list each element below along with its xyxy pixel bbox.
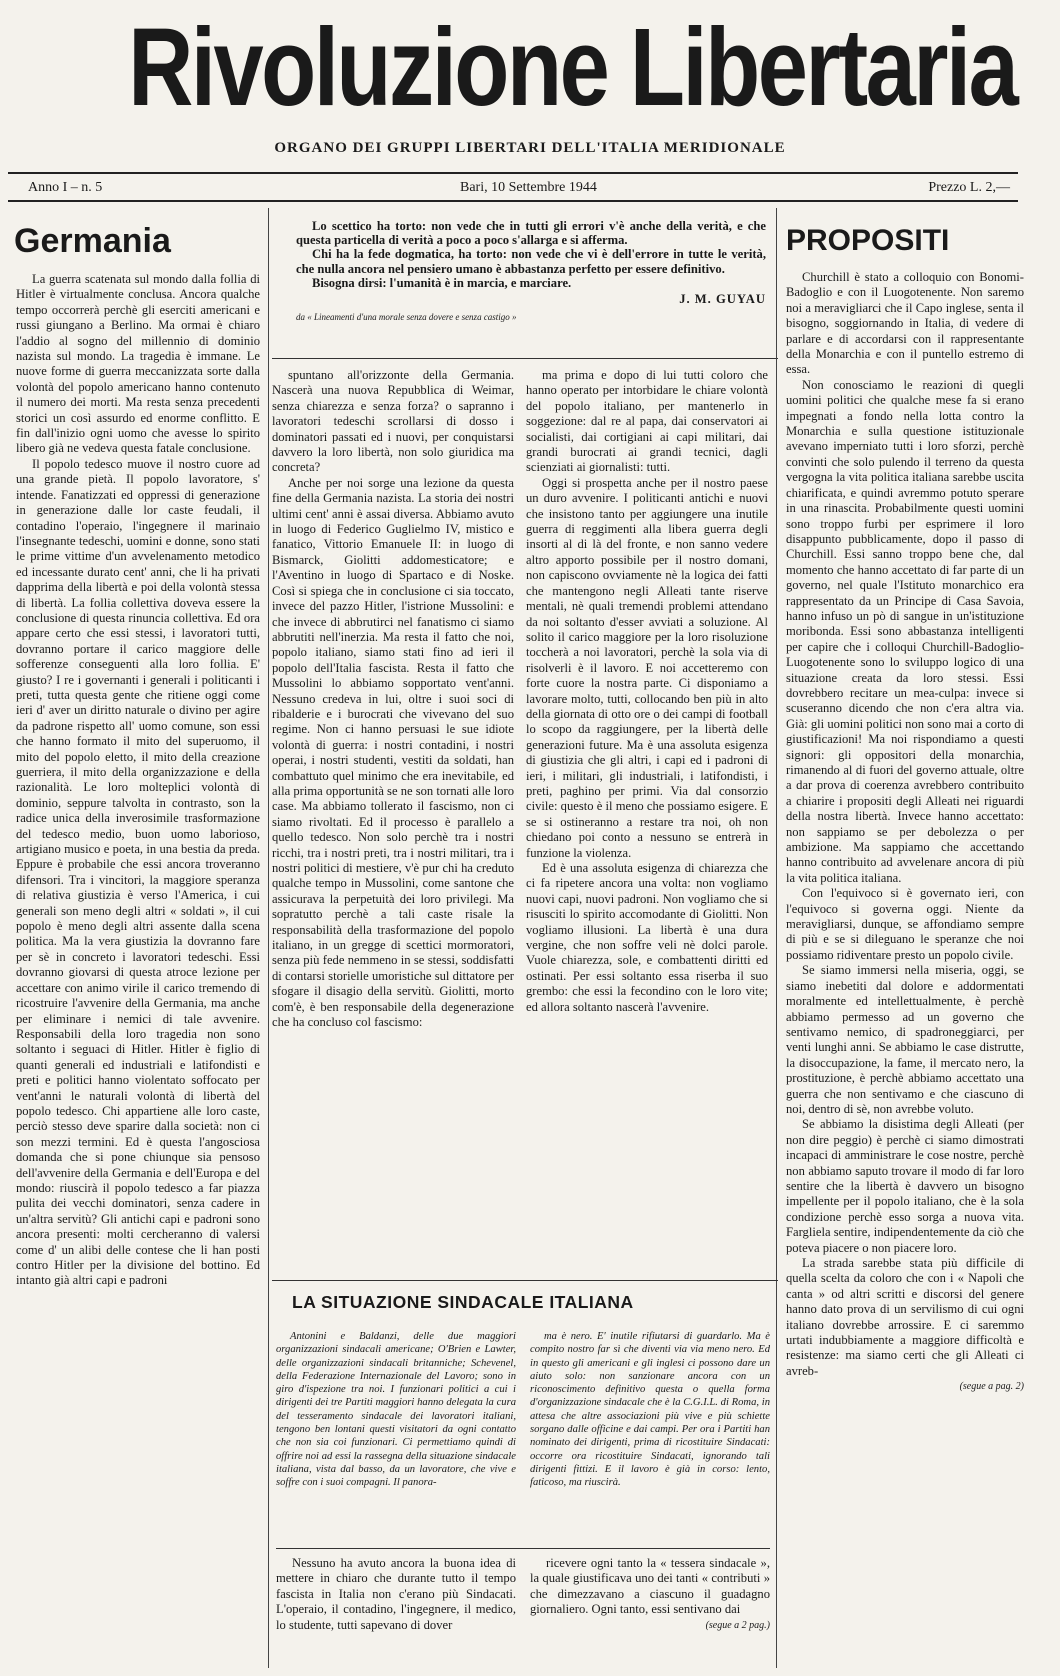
germania-col1-paragraph: Il popolo tedesco muove il nostro cuore ad una grande pietà. Il popolo lavoratore, s' intende. Fanatizzati ed oppressi di generazione in generazione dalle lor caste feudali, il contadino l'operaio, l'ingegnere il marinaio l'insegnante tedeschi, uomini e donne, sono stati le prime vittime d'un avvelenamento metodico ed incessante durato cent' anni, che li ha privati dapprima della libertà e poi della volontà stessa di libertà. La follia collettiva doveva essere la conclusione di questa rinuncia collettiva. Ed ora appare certo che essi stessi, i lavoratori tutti, dovranno portare il carico maggiore delle sofferenze conseguenti alla loro follia. E' giusto? I re i governanti i generali i politicanti i preti, tutta questa gente che ritiene oggi come ieri d' aver un diritto naturale o divino per agire da padrone rispetto all' uomo comune, son essi che hanno formato il mito del superuomo, il mito del popolo eletto, il mito della creazione guerriera, il mito della organizzazione e della razionalità. Le loro molteplici volontà di dominio, seppure talvolta in contrasto, son la radice unica della inverosimile trasformazione del tedesco medio, buon uomo laborioso, artigiano musico e poeta, in una bestia da preda. Eppure è probabile che essi ancora troveranno difensori. Tra i vincitori, la maggiore speranza di relativa giustizia è verso l'America, i cui generali son meno degli altri « soldati », il cui popolo è meno degli altri assente dalla scena politica. Ma la vera giustizia la dovranno fare per sè in concreto i lavoratori tedeschi. Essi dovranno giovarsi di questa atroce lezione per accettare con animo virile il carico tremendo di ricostruire l'avvenire della Germania, ma anche per eliminare i nemici di tale avvenire. Responsabili della loro tragedia non sono soltanto i seguaci di Hitler. Hitler è figlio di quanti generali ed industriali e latifondisti e preti e politici hanno violentato soffocato per vent'anni le naturali volontà di libertà del popolo tedesco. Chi appartiene alle loro caste, perciò stesso deve sparire dalla società: non ci son mezzi termini. Ed è questa l'angosciosa domanda che si pone chiunque sia pensoso dell'avvenire della Germania e dell'Europa e del mondo: riuscirà il popolo tedesco a far piazza pulita dei vecchi dominatori, senza cadere in un'altra servitù? Gli antichi capi e padroni sono ancora presenti: molti cercheranno di valersi come d' un alibi delle contese che li han posti contro Hitler per la divisione del bottino. Ed intanto già altri capi e padroni [16, 456, 260, 1288]
masthead-subtitle: ORGANO DEI GRUPPI LIBERTARI DELL'ITALIA MERIDIONALE [274, 140, 786, 156]
sindacale-body-left [276, 1556, 516, 1668]
germania-headline: Germania [14, 222, 171, 260]
sindacale-intro-paragraph: Antonini e Baldanzi, delle due maggiori organizzazioni sindacali americane; O'Brien e Lawter, delle organizzazioni sindacali britanniche; Schevenel, della Federazione Internazionale del Lavoro; sono in giro d'ispezione tra noi. I funzionari politici a cui i dirigenti dei tre Partiti maggiori hanno delegata la cura del tesseramento sindacale dei lavoratori italiani, tengono ben lontani questi visitatori da ogni contatto che non sia coi funzionari. Ci permettiamo quindi di offrire noi ad essi la rassegna della situazione sindacale italiana, vista dal basso, da un lavoratore, che vive e soffre con i suoi compagni. Il panora- [276, 1331, 516, 1489]
sindacale-inner-rule [276, 1548, 770, 1549]
germania-col1-paragraph: La guerra scatenata sul mondo dalla follia di Hitler è virtualmente conclusa. Ancora qualche tempo occorrerà perchè gli eserciti americani e russi giungano a Berlino. Ma ormai è chiaro l'addio al sogno del millennio di dominio nazista sul mondo. La tragedia è immane. Le nuove forme di guerra meccanizzata sorte dalla volontà del popolo americano hanno contenuto il numero dei morti. Ma resta senza precedenti storici un così assurdo ed enorme conflitto. E fin dall'inizio ogni uomo che avesse lo spirito libero già ne vedeva questa fatale conclusione. [16, 272, 260, 456]
propositi-paragraph: Churchill è stato a colloquio con Bonomi-Badoglio e con il Luogotenente. Non saremo noi a meravigliarci che il Capo inglese, senta il bisogno, soggiornando in Italia, di vedere di parlare e di accordarsi con il rappresentante della Monarchia e con il puntello estremo di essa. [786, 270, 1024, 377]
quote-paragraph: Bisogna dirsi: l'umanità è in marcia, e marciare. [312, 275, 572, 290]
sindacale-intro-left [276, 1330, 516, 1542]
quote-rule [272, 358, 778, 359]
header-rule-top [8, 172, 1018, 174]
propositi-paragraph: La strada sarebbe stata più difficile di quella scelta da coloro che con i « Napoli che canta » od altri scritti e discorsi del genere hanno dato prova di un servilismo di cui ogni italiano dovrebbe arrossire. E ci saremmo urtati indubbiamente a maggiore difficoltà e resistenze: ma siamo certi che gli Alleati ci avreb- [786, 1256, 1024, 1378]
quote-paragraph: Lo scettico ha torto: non vede che in tutti gli errori v'è anche della verità, e che questa particella di verità a poco a poco s'allarga e si afferma. [296, 219, 766, 248]
guyau-quote [296, 219, 766, 324]
propositi-paragraph: Non conosciamo le reazioni di quegli uomini politici che qualche mese fa si erano impegnati a fondo nella lotta contro la Monarchia e sulla questione istituzionale avevano imperniato tutti i loro sforzi, perchè convinti che solo pulendo il terreno da questa vergogna la vita politica italiana sarebbe uscita chiarificata, e quindi avremmo potuto sperare in una rinascita. Probabilmente questi uomini sono troppo furbi per esprimere il loro disappunto pubblicamente, dopo il passo di Churchill. Essi sanno troppo bene che, dal momento che hanno accettato di far parte di un governo, nel quale l'Istituto monarchico era rappresentato da un Principe di Casa Savoia, hanno infuso un pò di sangue in un'istituzione moribonda. Essi sono abbastanza intelligenti per capire che i colloqui Churchill-Badoglio-Luogotenente sono lo sviluppo logico di una situazione creata da loro stessi. Essi dovrebbero recitare un mea-culpa: invece si scuseranno dicendo che non c'era altra via. Già: gli uomini politici non sono mai a corto di giustificazioni! Ma noi rispondiamo a questi signori: gli oppositori della monarchia, rimanendo al di fuori del governo attuale, oltre a dar prova di coerenza avrebbero contribuito a chiarire i propositi degli Alleati nei riguardi della nostra libertà. Invece hanno accettato: non sappiamo se per debolezza o per ambizione. Ma sappiamo che accettando hanno contribuito ad avvelenare ancora di più la vita politica italiana. [786, 377, 1024, 885]
germania-col3-paragraph: Ed è una assoluta esigenza di chiarezza che ci fa ripetere ancora una volta: non vogliamo nuovi capi, nuovi padroni. Non vogliamo che si risusciti lo spirito accomodante di Giolitti. Non vogliamo illusioni. La libertà è una dura vergine, che non soffre veli nè dolci parole. Vuole chiarezza, sole, e combattenti diritti ed ostinati. Per essi soltanto essa riserba il suo grembo: che essi la fecondino con le loro vite; ed allora soltanto nascerà l'avvenire. [526, 861, 768, 1014]
germania-col2-paragraph: Anche per noi sorge una lezione da questa fine della Germania nazista. La storia dei nostri ultimi cent' anni è assai diversa. Abbiamo avuto in luogo di Federico Guglielmo IV, mistico e fanatico, Vittorio Emanuele II: in luogo di Bismarck, Giolitti addomesticatore; e l'Aventino in luogo di Spartaco e di Noske. Così si spiega che in conclusione ci sia toccato, invece del pazzo Hitler, l'istrione Mussolini: e che invece di abbrutirci nel fanatismo ci siamo abbrutiti nell'inerzia. Ma resta il fatto che noi, popolo italiano, siamo stati fino ad ieri il popolo dell'Italia fascista. Resta il fatto che Mussolini lo abbiamo sopportato vent'anni. Nessuno credeva in lui, oltre i suoi soci di ribalderie e i burocrati che vivevano del suo regime. Non ci hanno persuasi le sue idiote volontà di guerra: i nostri contadini, i nostri operai, i nostri studenti, vestiti da soldati, han combattuto quel minimo che era inevitabile, ed alla prima opportunità se ne son tornati alle loro case. Ma abbiamo tollerato il fascismo, non ci siamo rivoltati. Ed il processo è parallelo a quello tedesco. Non solo perchè tra i nostri ricchi, tra i nostri preti, tra i nostri militari, tra i nostri politici di mestiere, v'è pur chi ha creduto qualche tempo in Mussolini, come santone che assicurava la perpetuità dei loro privilegi. Ma sopratutto perchè a tali caste risale la responsabilità della trasformazione del popolo italiano, in un gregge di scettici mormoratori, senza più fede nemmeno in se stessi, soddisfatti di contarsi storielle umoristiche sul dittatore per sfogare il disagio della servitù. Giolitti, morto com'è, è ben responsabile della degenerazione che ha concluso col fascismo: [272, 475, 514, 1030]
issue-price: Prezzo L. 2,— [928, 180, 1010, 195]
quote-paragraph: Chi ha la fede dogmatica, ha torto: non vede che vi è dell'errore in tutte le verità, che nulla ancora nel pensiero umano è abbastanza perfetto per essere definitivo. [296, 247, 766, 276]
propositi-headline: PROPOSITI [786, 224, 950, 257]
propositi-paragraph: Se abbiamo la disistima degli Alleati (per non dire peggio) è perchè ci siamo dimostrati incapaci di amministrare le cose nostre, perchè non abbiamo saputo trovare il modo di far loro sentire che la libertà è davvero un bisogno impellente per il popolo italiano, che è la sola condizione perchè esso sorga a nuova vita. Fargliela sentire, indipendentemente da ciò che poteva piacere o non piacere loro. [786, 1117, 1024, 1255]
germania-col3-paragraph: Oggi si prospetta anche per il nostro paese un duro avvenire. I politicanti antichi e nuovi che insistono tanto per aggiungere una inutile guerra di reggimenti alla libera guerra degli insorti al di là del fronte, e non sanno vedere altro apporto possibile per il nostro domani, non capiscono ovviamente nè la logica dei fatti che mantengono negli Alleati tante riserve mentali, nè quali tremendi problemi attendano da noi soltanto d'esser avviati a soluzione. Al solito il carico maggiore per la loro risoluzione toccherà a noi lavoratori, perchè la sola via di risolverli è il lavoro. E noi accetteremo con forte cuore la nostra parte. Ci disponiamo a lavorare molto, tutti, collocando ben più in alto della giornata di otto ore o dei campi di football lo scopo da raggiungere, per la libertà delle generazioni future. Ma è una assoluta esigenza di giustizia che gli altri, i capi ed i padroni di ieri, i militari, gli industriali, i latifondisti, i preti, paghino per primi. Via dal consorzio civile: questo è il meno che possiamo esigere. E se si ostineranno a restare tra noi, oh non chiedano poi conto a nessuno se entrerà in funzione la violenza. [526, 475, 768, 860]
sindacale-rule [272, 1280, 778, 1281]
propositi-column [786, 270, 1024, 1668]
germania-col2-paragraph: spuntano all'orizzonte della Germania. Nascerà una nuova Repubblica di Weimar, senza chiarezza e senza forza? o sapranno i lavoratori tedeschi scrollarsi di dosso i dominatori passati ed i nuovi, per conquistarsi davvero la loro libertà, non solo giuridica ma concreta? [272, 368, 514, 475]
germania-column-3 [526, 368, 768, 1266]
column-divider [776, 208, 777, 1668]
sindacale-intro-right [530, 1330, 770, 1542]
sindacale-body-right [530, 1556, 770, 1668]
sindacale-intro-paragraph: ma è nero. E' inutile rifiutarsi di guardarlo. Ma è compito nostro far sì che diventi via via meno nero. Ed in questo gli americani e gli inglesi ci possono dare un aiuto solo: non sanzionare ancora con un riconoscimento definitivo questa o quella forma d'organizzazione sindacale che è la C.G.I.L. di Roma, in attesa che altre associazioni più vive e più schiette sorgano dalle officine e dai campi. Per ora i Partiti han nominato dei dirigenti, prima di ricostituire Sindacati: occorre ora ricostituire Sindacati, ignorando tali dirigenti fittizi. E il lavoro è già in corso: lento, faticoso, ma riuscirà. [530, 1331, 770, 1489]
sindacale-headline: LA SITUAZIONE SINDACALE ITALIANA [292, 1292, 634, 1312]
propositi-paragraph: Con l'equivoco si è governato ieri, con l'equivoco si governa oggi. Niente da meravigliarsi, dunque, se affondiamo sempre di più e se si dileguano le speranze che noi possiamo ridiventare presto un popolo civile. [786, 886, 1024, 962]
issue-date: Bari, 10 Settembre 1944 [460, 180, 597, 195]
column-divider [268, 208, 269, 1668]
propositi-continued-note: (segue a pag. 2) [959, 1381, 1024, 1393]
germania-col3-paragraph: ma prima e dopo di lui tutti coloro che hanno operato per intorbidare le chiare volontà del popolo italiano, per mantenerlo in soggezione: dal re al papa, dai conservatori ai socialisti, dai cortigiani ai capi militari, dai grandi burocrati ai grandi tecnici, dagli scienziati ai giornalisti: tutti. [526, 368, 768, 475]
sindacale-body-paragraph: Nessuno ha avuto ancora la buona idea di mettere in chiaro che durante tutto il tempo fascista in Italia non c'erano più Sindacati. L'operaio, il contadino, l'ingegnere, il medico, lo studente, tutti sapevano di dover [276, 1556, 516, 1632]
propositi-paragraph: Se siamo immersi nella miseria, oggi, se siamo inebetiti dal dolore e addormentati moralmente ed intellettualmente, è perchè abbiamo permesso ad un governo che sentivamo nemico, di spadroneggiarci, per venti lunghi anni. Se abbiamo le case distrutte, la disoccupazione, la fame, il mercato nero, la prostituzione, è perchè abbiamo accettato una guerra che non sentivamo e che ciascuno di noi, dentro di sè, non avrebbe voluto. [786, 963, 1024, 1116]
masthead-title: Rivoluzione Libertaria [128, 6, 1017, 129]
header-rule-bottom [8, 200, 1018, 202]
germania-column-2 [272, 368, 514, 1266]
quote-author: J. M. GUYAU [679, 292, 766, 307]
sindacale-continued-note: (segue a 2 pag.) [705, 1619, 770, 1631]
issue-number: Anno I – n. 5 [28, 180, 103, 195]
quote-source: da « Lineamenti d'una morale senza dovere e senza castigo » [296, 312, 517, 323]
germania-column-1 [16, 272, 260, 1668]
sindacale-body-paragraph: ricevere ogni tanto la « tessera sindacale », la quale giustificava uno dei tanti « contributi » che dimezzavano a ciascuno il guadagno giornaliero. Ogni tanto, essi sentivano dai [530, 1556, 770, 1617]
